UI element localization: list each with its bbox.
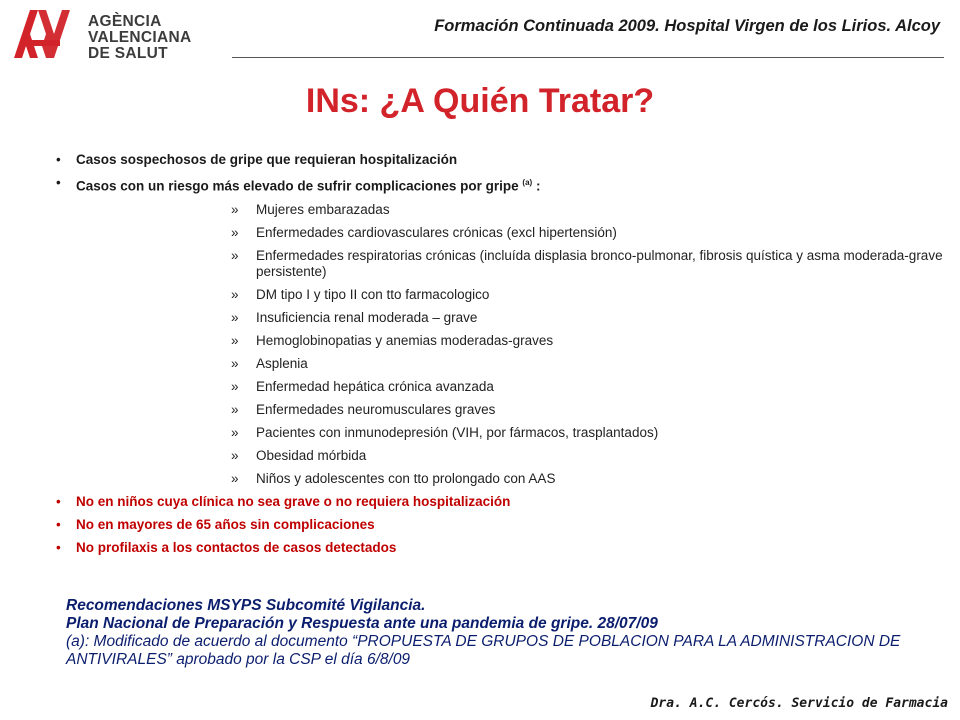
bullet-colon: :	[532, 178, 541, 194]
bullet-text: No en mayores de 65 años sin complicaciones	[76, 516, 375, 532]
bullet-item-red	[66, 494, 946, 510]
logo-line-1: AGÈNCIA	[88, 13, 162, 30]
logo-line-2: VALENCIANA	[88, 29, 192, 46]
risk-group-item: » Asplenia	[231, 356, 946, 372]
recommendations-line-2: Plan Nacional de Preparación y Respuesta ante una pandemia de gripe. 28/07/09	[66, 615, 658, 632]
slide-title: INs: ¿A Quién Tratar?	[305, 82, 655, 120]
risk-group-item: » Insuficiencia renal moderada – grave	[231, 310, 946, 326]
header-title: Formación Continuada 2009. Hospital Virgen de los Lirios. Alcoy	[434, 17, 940, 35]
logo-wordmark	[88, 14, 191, 62]
risk-group-item: » Pacientes con inmunodepresión (VIH, por fármacos, trasplantados)	[231, 425, 946, 441]
bullet-text: Casos sospechosos de gripe que requieran hospitalización	[76, 152, 458, 167]
bullet-item-red	[66, 540, 946, 556]
risk-group-item: » Enfermedades respiratorias crónicas (incluída displasia bronco-pulmonar, fibrosis quística y asma moderada-grave persistente)	[231, 248, 946, 280]
bullet-item	[66, 175, 946, 195]
risk-group-list	[66, 202, 946, 487]
bullet-item	[66, 152, 946, 168]
recommendations-footnote: (a): Modificado de acuerdo al documento “PROPUESTA DE GRUPOS DE POBLACION PARA LA ADMINISTRACION DE ANTIVIRALES” aprobado por la CSP el día 6/8/09	[66, 633, 901, 668]
risk-group-item: » Niños y adolescentes con tto prolongado con AAS	[231, 471, 946, 487]
agencia-valenciana-logo	[12, 8, 222, 64]
risk-group-item: » Enfermedades cardiovasculares crónicas (excl hipertensión)	[231, 225, 946, 241]
risk-group-item: » Hemoglobinopatias y anemias moderadas-graves	[231, 333, 946, 349]
footer-author: Dra. A.C. Cercós. Servicio de Farmacia	[650, 696, 948, 711]
bullet-text: No en niños cuya clínica no sea grave o no requiera hospitalización	[76, 493, 511, 509]
footnote-marker: (a)	[522, 178, 533, 187]
risk-group-item: » DM tipo I y tipo II con tto farmacologico	[231, 287, 946, 303]
bullet-item-red	[66, 517, 946, 533]
risk-group-item: » Obesidad mórbida	[231, 448, 946, 464]
bullet-text: Casos con un riesgo más elevado de sufrir complicaciones por gripe	[76, 178, 519, 194]
av-logo-mark-icon	[12, 8, 86, 62]
slide-content	[66, 152, 946, 563]
header-divider	[232, 57, 944, 58]
bullet-text: No profilaxis a los contactos de casos detectados	[76, 539, 397, 555]
recommendations-note	[66, 597, 946, 669]
recommendations-line-1: Recomendaciones MSYPS Subcomité Vigilancia.	[66, 597, 426, 614]
logo-line-3: DE SALUT	[88, 45, 168, 62]
risk-group-item: » Enfermedad hepática crónica avanzada	[231, 379, 946, 395]
risk-group-item: » Enfermedades neuromusculares graves	[231, 402, 946, 418]
risk-group-item: » Mujeres embarazadas	[231, 202, 946, 218]
